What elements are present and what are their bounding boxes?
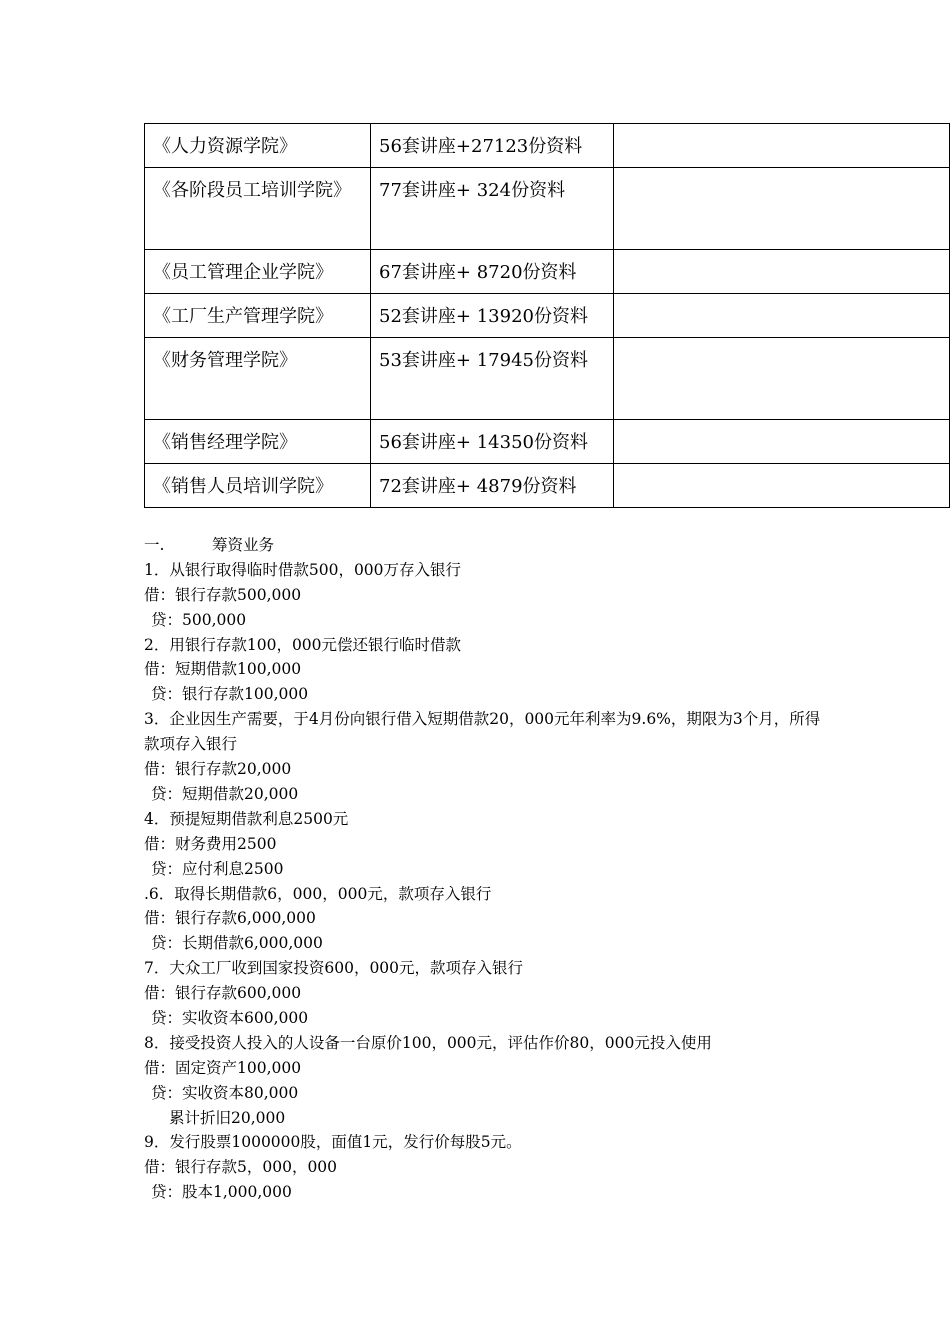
accounting-entries: [144, 533, 824, 1205]
entry-line: 借：银行存款5，000，000: [144, 1158, 338, 1177]
entry-line: 2．用银行存款100，000元偿还银行临时借款: [144, 635, 462, 654]
section-heading: [144, 533, 824, 558]
course-extra-cell: [614, 294, 950, 338]
course-detail-cell: 67套讲座+ 8720份资料: [371, 250, 614, 294]
entry-line: 贷：银行存款100,000: [151, 685, 309, 704]
course-catalog-table: [144, 123, 950, 508]
entry-line: 9．发行股票1000000股，面值1元，发行价每股5元。: [144, 1133, 522, 1152]
table-row: [145, 168, 950, 250]
course-extra-cell: [614, 420, 950, 464]
table-row: [145, 464, 950, 508]
entry-line: .6．取得长期借款6，000，000元，款项存入银行: [144, 884, 492, 903]
course-extra-cell: [614, 464, 950, 508]
course-name-cell: 《员工管理企业学院》: [145, 250, 371, 294]
entry-line: 贷：应付利息2500: [151, 859, 284, 878]
entry-line: 借：短期借款100,000: [144, 660, 302, 679]
course-detail-cell: 77套讲座+ 324份资料: [371, 168, 614, 250]
entry-line: 8．接受投资人投入的人设备一台原价100，000元，评估作价80，000元投入使用: [144, 1033, 712, 1052]
table-row: [145, 420, 950, 464]
course-detail-cell: 56套讲座+ 14350份资料: [371, 420, 614, 464]
entry-line: 借：银行存款500,000: [144, 585, 302, 604]
entry-line: 贷：股本1,000,000: [151, 1183, 292, 1202]
entry-line: 贷：实收资本600,000: [151, 1008, 309, 1027]
course-detail-cell: 72套讲座+ 4879份资料: [371, 464, 614, 508]
entry-line: 借：银行存款20,000: [144, 760, 292, 779]
course-extra-cell: [614, 338, 950, 420]
table-row: [145, 124, 950, 168]
entry-line: 累计折旧20,000: [169, 1108, 286, 1127]
entry-line: 贷：长期借款6,000,000: [151, 934, 323, 953]
entry-line: 借：银行存款600,000: [144, 984, 302, 1003]
table-row: [145, 294, 950, 338]
course-name-cell: 《各阶段员工培训学院》: [145, 168, 371, 250]
section-title: 筹资业务: [212, 536, 275, 554]
course-name-cell: 《财务管理学院》: [145, 338, 371, 420]
table-row: [145, 338, 950, 420]
course-extra-cell: [614, 250, 950, 294]
course-name-cell: 《人力资源学院》: [145, 124, 371, 168]
entry-line: 借：银行存款6,000,000: [144, 909, 316, 928]
course-detail-cell: 56套讲座+27123份资料: [371, 124, 614, 168]
entry-line: 借：财务费用2500: [144, 834, 277, 853]
course-name-cell: 《销售人员培训学院》: [145, 464, 371, 508]
course-name-cell: 《工厂生产管理学院》: [145, 294, 371, 338]
entry-line: 7．大众工厂收到国家投资600，000元，款项存入银行: [144, 959, 524, 978]
entry-line: 贷：短期借款20,000: [151, 784, 299, 803]
course-extra-cell: [614, 168, 950, 250]
entry-line: 3．企业因生产需要，于4月份向银行借入短期借款20，000元年利率为9.6%，期限为3个月，所得款项存入银行: [144, 710, 821, 754]
entry-line: 1．从银行取得临时借款500，000万存入银行: [144, 560, 462, 579]
entry-line: 贷：实收资本80,000: [151, 1083, 299, 1102]
course-detail-cell: 53套讲座+ 17945份资料: [371, 338, 614, 420]
table-row: [145, 250, 950, 294]
entry-line: 4．预提短期借款利息2500元: [144, 809, 349, 828]
entry-line: 贷：500,000: [151, 610, 247, 629]
course-extra-cell: [614, 124, 950, 168]
entry-lines: [144, 558, 824, 1205]
course-detail-cell: 52套讲座+ 13920份资料: [371, 294, 614, 338]
course-name-cell: 《销售经理学院》: [145, 420, 371, 464]
section-number: 一.: [144, 536, 165, 554]
entry-line: 借：固定资产100,000: [144, 1058, 302, 1077]
